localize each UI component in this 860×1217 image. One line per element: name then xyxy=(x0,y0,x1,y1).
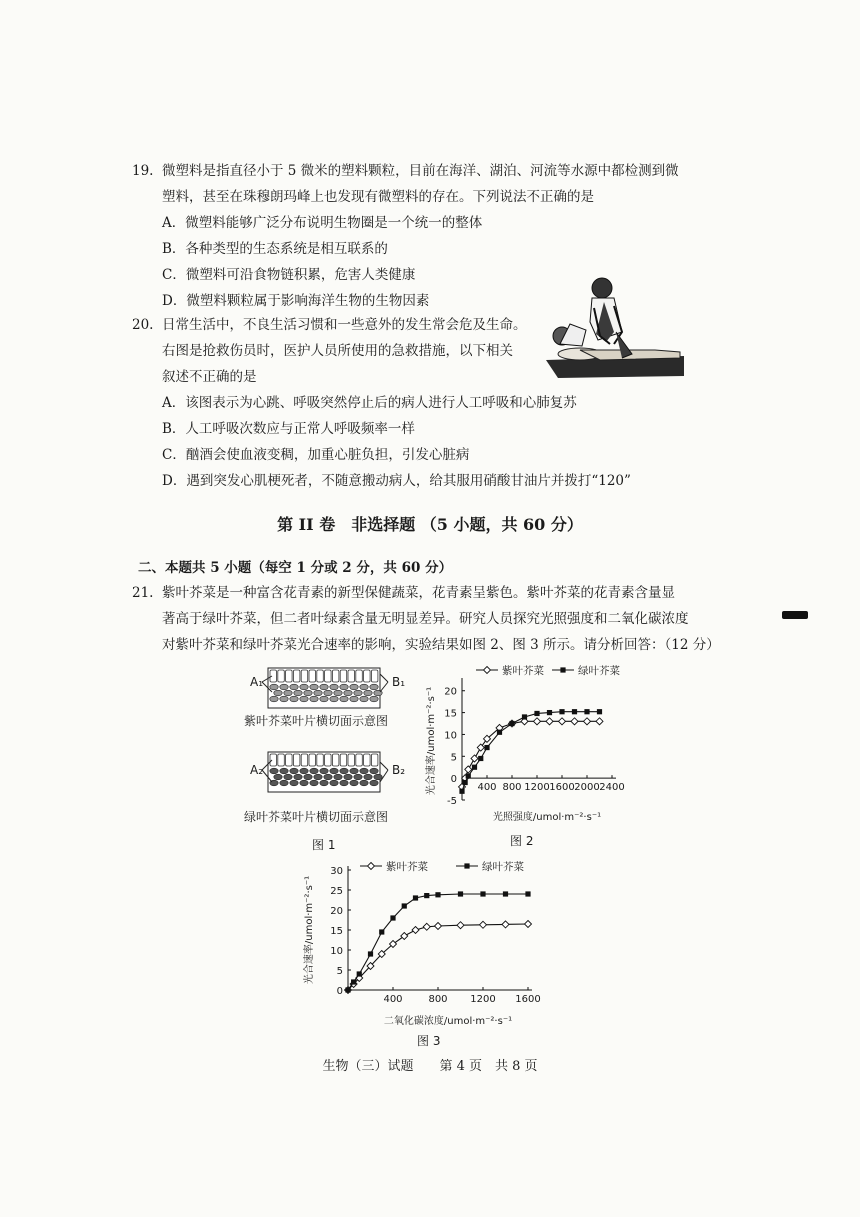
spongy-cell xyxy=(354,690,362,696)
option-b: B．人工呼吸次数应与正常人呼吸频率一样 xyxy=(162,421,415,437)
question-21 xyxy=(132,580,778,658)
spongy-cell xyxy=(344,774,352,780)
spongy-cell xyxy=(310,684,318,690)
legend-marker-green xyxy=(464,863,469,868)
x-tick-label: 1600 xyxy=(549,782,575,794)
green-leaf-section xyxy=(262,752,388,792)
figure-2-title: 图 2 xyxy=(510,834,534,848)
spongy-cell xyxy=(304,690,312,696)
data-point-purple xyxy=(525,921,532,928)
spongy-cell xyxy=(354,774,362,780)
spongy-cell xyxy=(340,696,348,702)
question-text-line: 右图是抢救伤员时，医护人员所使用的急救措施，以下相关 xyxy=(162,343,513,359)
spongy-cell xyxy=(320,780,328,786)
spongy-cell xyxy=(280,780,288,786)
y-tick-label: 5 xyxy=(450,752,457,764)
y-tick-label: 20 xyxy=(444,686,457,698)
spongy-cell xyxy=(290,780,298,786)
series-line-green xyxy=(462,712,600,792)
x-axis-label: 二氧化碳浓度/umol·m⁻²·s⁻¹ xyxy=(383,1016,513,1027)
spongy-cell xyxy=(350,696,358,702)
x-tick-label: 400 xyxy=(383,994,403,1005)
data-point-green xyxy=(351,979,356,984)
question-text-line: 著高于绿叶芥菜，但二者叶绿素含量无明显差异。研究人员探究光照强度和二氧化碳浓度 xyxy=(162,611,689,627)
data-point-purple xyxy=(571,718,578,725)
x-tick-label: 2000 xyxy=(574,782,600,794)
data-point-purple xyxy=(534,718,541,725)
legend-label: 绿叶芥菜 xyxy=(578,665,620,677)
spongy-cell xyxy=(310,768,318,774)
data-point-green xyxy=(458,891,463,896)
spongy-cell xyxy=(284,690,292,696)
data-point-green xyxy=(345,987,350,992)
margin-mark xyxy=(782,611,808,619)
data-point-green xyxy=(547,710,552,715)
spongy-cell xyxy=(300,780,308,786)
spongy-cell xyxy=(350,780,358,786)
spongy-cell xyxy=(330,696,338,702)
y-tick-label: 30 xyxy=(330,866,343,877)
spongy-cell xyxy=(280,684,288,690)
spongy-cell xyxy=(314,774,322,780)
spongy-cell xyxy=(300,696,308,702)
question-text-line: 微塑料是指直径小于 5 微米的塑料颗粒，目前在海洋、湖泊、河流等水源中都检测到微 xyxy=(162,163,679,179)
data-point-green xyxy=(509,721,514,726)
data-point-green xyxy=(497,730,502,735)
y-tick-label: 15 xyxy=(330,926,343,937)
data-point-green xyxy=(379,929,384,934)
y-tick-label: -5 xyxy=(447,796,457,807)
x-tick-label: 400 xyxy=(477,782,497,794)
question-text-line: 对紫叶芥菜和绿叶芥菜光合速率的影响，实验结果如图 2、图 3 所示。请分析回答：（12 分） xyxy=(162,637,720,653)
spongy-cell xyxy=(374,774,382,780)
spongy-cell xyxy=(274,690,282,696)
spongy-cell xyxy=(334,774,342,780)
spongy-cell xyxy=(274,774,282,780)
data-point-green xyxy=(534,711,539,716)
data-point-green xyxy=(435,892,440,897)
spongy-cell xyxy=(360,684,368,690)
cpr-illustration xyxy=(540,272,690,382)
spongy-cell xyxy=(280,768,288,774)
spongy-cell xyxy=(300,768,308,774)
data-point-green xyxy=(484,745,489,750)
data-point-green xyxy=(525,891,530,896)
legend-marker-purple xyxy=(484,667,491,674)
y-tick-label: 5 xyxy=(336,966,343,977)
option-c: C．酗酒会使血液变稠，加重心脏负担，引发心脏病 xyxy=(162,447,470,463)
data-point-green xyxy=(357,971,362,976)
label-a1: A₁ xyxy=(250,675,264,689)
section-title: 第 II 卷 非选择题 （5 小题，共 60 分） xyxy=(277,515,583,534)
page-footer: 生物（三）试题 第 4 页 共 8 页 xyxy=(322,1059,538,1074)
x-tick-label: 1200 xyxy=(470,994,496,1005)
data-point-purple xyxy=(423,923,430,930)
data-point-purple xyxy=(471,755,478,762)
data-point-green xyxy=(478,756,483,761)
x-tick-label: 1600 xyxy=(515,994,541,1005)
spongy-cell xyxy=(364,690,372,696)
data-point-green xyxy=(390,915,395,920)
data-point-green xyxy=(466,773,471,778)
question-number: 20. xyxy=(132,317,154,333)
question-number: 21. xyxy=(132,585,154,601)
series-line-purple xyxy=(348,924,528,990)
data-point-green xyxy=(572,709,577,714)
spongy-cell xyxy=(360,696,368,702)
spongy-cell xyxy=(350,768,358,774)
data-point-green xyxy=(597,709,602,714)
spongy-cell xyxy=(284,774,292,780)
series-line-green xyxy=(348,894,528,990)
spongy-cell xyxy=(320,684,328,690)
spongy-cell xyxy=(360,780,368,786)
option-d: D．微塑料颗粒属于影响海洋生物的生物因素 xyxy=(162,293,430,309)
purple-leaf-section xyxy=(262,668,388,708)
y-tick-label: 0 xyxy=(336,986,343,997)
spongy-cell xyxy=(294,774,302,780)
spongy-cell xyxy=(294,690,302,696)
question-number: 19. xyxy=(132,163,154,179)
y-axis-label: 光合速率/umol·m⁻²·s⁻¹ xyxy=(426,686,437,796)
data-point-green xyxy=(424,893,429,898)
spongy-cell xyxy=(330,684,338,690)
spongy-cell xyxy=(314,690,322,696)
question-text-line: 塑料，甚至在珠穆朗玛峰上也发现有微塑料的存在。下列说法不正确的是 xyxy=(162,189,594,205)
data-point-purple xyxy=(477,744,484,751)
spongy-cell xyxy=(270,684,278,690)
legend-label: 紫叶芥菜 xyxy=(386,861,428,873)
part-title: 二、本题共 5 小题（每空 1 分或 2 分，共 60 分） xyxy=(138,560,453,576)
y-tick-label: 20 xyxy=(330,906,343,917)
data-point-purple xyxy=(546,718,553,725)
spongy-cell xyxy=(370,684,378,690)
y-tick-label: 10 xyxy=(330,946,343,957)
spongy-cell xyxy=(370,780,378,786)
x-axis-label: 光照强度/umol·m⁻²·s⁻¹ xyxy=(492,812,602,823)
data-point-purple xyxy=(559,718,566,725)
option-a: A．该图表示为心跳、呼吸突然停止后的病人进行人工呼吸和心肺复苏 xyxy=(162,395,577,411)
y-axis-label: 光合速率/umol·m⁻²·s⁻¹ xyxy=(304,875,315,985)
y-tick-label: 0 xyxy=(450,774,457,786)
data-point-green xyxy=(413,895,418,900)
spongy-cell xyxy=(270,696,278,702)
option-d: D．遇到突发心肌梗死者，不随意搬动病人，给其服用硝酸甘油片并拨打“120” xyxy=(162,473,631,489)
y-tick-label: 25 xyxy=(330,886,343,897)
spongy-cell xyxy=(320,768,328,774)
question-text-line: 紫叶芥菜是一种富含花青素的新型保健蔬菜，花青素呈紫色。紫叶芥菜的花青素含量显 xyxy=(162,585,675,601)
data-point-green xyxy=(584,709,589,714)
spongy-cell xyxy=(324,774,332,780)
spongy-cell xyxy=(290,696,298,702)
legend-marker-purple xyxy=(368,863,375,870)
data-point-green xyxy=(463,780,468,785)
question-text-line: 叙述不正确的是 xyxy=(162,369,257,385)
spongy-cell xyxy=(290,768,298,774)
data-point-green xyxy=(472,765,477,770)
spongy-cell xyxy=(280,696,288,702)
caption-purple-leaf: 紫叶芥菜叶片横切面示意图 xyxy=(244,714,389,728)
data-point-purple xyxy=(457,922,464,929)
spongy-cell xyxy=(370,768,378,774)
spongy-cell xyxy=(290,684,298,690)
data-point-green xyxy=(402,903,407,908)
label-a2: A₂ xyxy=(250,763,264,777)
legend-label: 绿叶芥菜 xyxy=(482,861,524,873)
y-tick-label: 10 xyxy=(444,730,457,742)
spongy-cell xyxy=(320,696,328,702)
spongy-cell xyxy=(340,684,348,690)
option-c: C．微塑料可沿食物链积累，危害人类健康 xyxy=(162,267,416,283)
x-tick-label: 800 xyxy=(428,994,448,1005)
data-point-green xyxy=(480,891,485,896)
label-b1: B₁ xyxy=(392,675,406,689)
spongy-cell xyxy=(304,774,312,780)
option-b: B．各种类型的生态系统是相互联系的 xyxy=(162,241,388,257)
data-point-purple xyxy=(401,933,408,940)
data-point-green xyxy=(503,891,508,896)
spongy-cell xyxy=(334,690,342,696)
figure-3-title: 图 3 xyxy=(417,1034,441,1048)
data-point-green xyxy=(459,789,464,794)
figure-3-chart xyxy=(298,852,558,1032)
data-point-green xyxy=(559,709,564,714)
data-point-green xyxy=(522,714,527,719)
spongy-cell xyxy=(310,696,318,702)
data-point-purple xyxy=(584,718,591,725)
data-point-purple xyxy=(502,921,509,928)
spongy-cell xyxy=(344,690,352,696)
spongy-cell xyxy=(340,780,348,786)
spongy-cell xyxy=(360,768,368,774)
y-tick-label: 15 xyxy=(444,708,457,720)
x-tick-label: 2400 xyxy=(599,782,625,794)
option-a: A．微塑料能够广泛分布说明生物圈是一个统一的整体 xyxy=(162,215,483,231)
spongy-cell xyxy=(324,690,332,696)
figure-2-chart xyxy=(420,660,640,830)
data-point-purple xyxy=(480,921,487,928)
data-point-purple xyxy=(596,718,603,725)
spongy-cell xyxy=(340,768,348,774)
x-tick-label: 800 xyxy=(502,782,522,794)
caption-green-leaf: 绿叶芥菜叶片横切面示意图 xyxy=(244,810,389,824)
legend-marker-green xyxy=(560,667,565,672)
label-b2: B₂ xyxy=(392,763,406,777)
figure-1-title: 图 1 xyxy=(312,838,336,852)
question-text-line: 日常生活中，不良生活习惯和一些意外的发生常会危及生命。 xyxy=(162,317,527,333)
spongy-cell xyxy=(270,768,278,774)
data-point-purple xyxy=(412,927,419,934)
spongy-cell xyxy=(370,696,378,702)
spongy-cell xyxy=(364,774,372,780)
data-point-purple xyxy=(435,923,442,930)
spongy-cell xyxy=(300,684,308,690)
spongy-cell xyxy=(330,768,338,774)
spongy-cell xyxy=(350,684,358,690)
data-point-green xyxy=(368,951,373,956)
legend-label: 紫叶芥菜 xyxy=(502,665,544,677)
spongy-cell xyxy=(330,780,338,786)
spongy-cell xyxy=(310,780,318,786)
x-tick-label: 1200 xyxy=(524,782,550,794)
